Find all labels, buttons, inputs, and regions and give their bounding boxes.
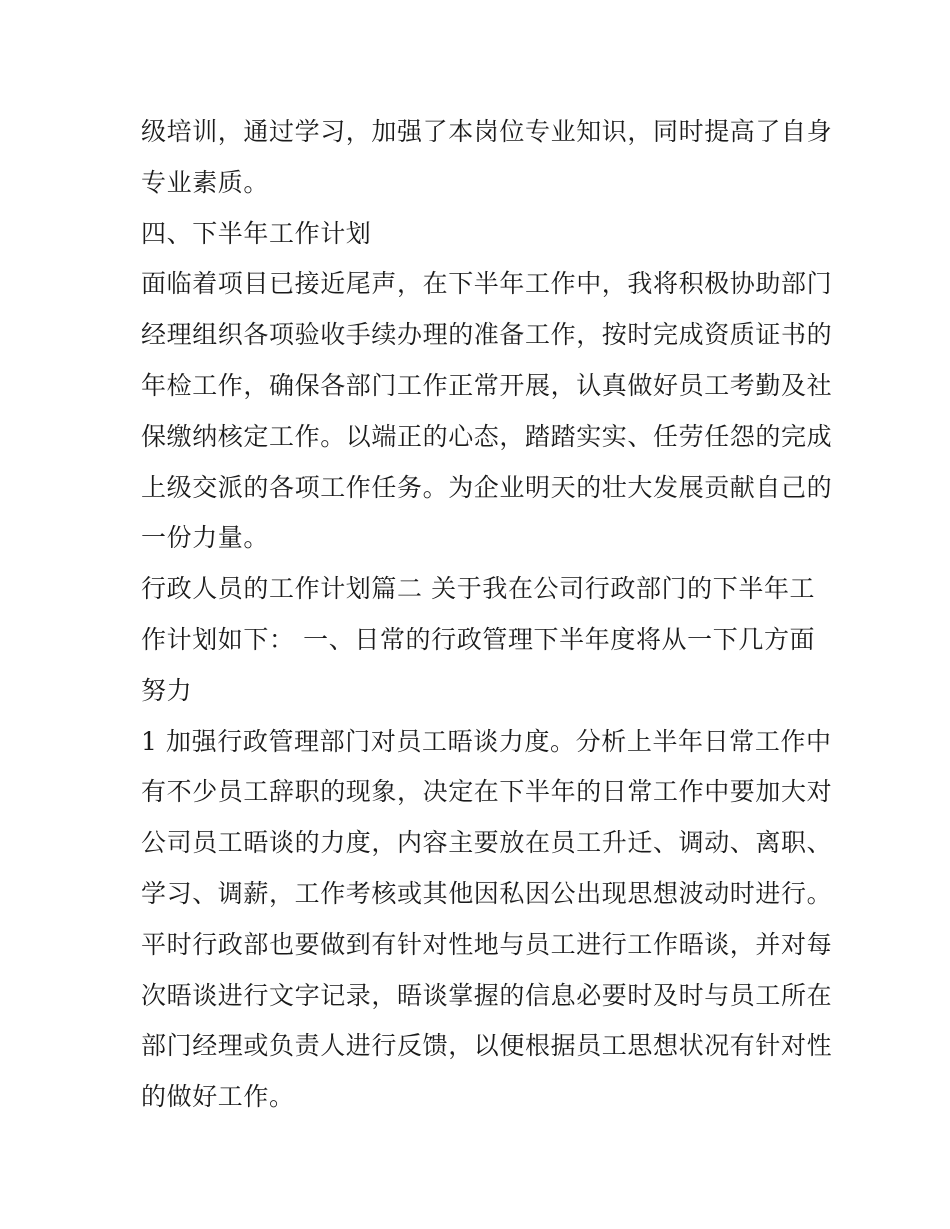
- text-line: 级培训，通过学习，加强了本岗位专业知识，同时提高了自身: [141, 117, 833, 146]
- section-heading: 四、下半年工作计划: [141, 218, 372, 248]
- text-line: 公司员工晤谈的力度，内容主要放在员工升迁、调动、离职、: [141, 828, 833, 858]
- text-line: 年检工作，确保各部门工作正常开展，认真做好员工考勤及社: [141, 370, 833, 400]
- text-line: 面临着项目已接近尾声，在下半年工作中，我将积极协助部门: [141, 269, 833, 299]
- text-line: 行政人员的工作计划篇二 关于我在公司行政部门的下半年工: [141, 574, 816, 604]
- text-line: 有不少员工辞职的现象，决定在下半年的日常工作中要加大对: [141, 777, 833, 807]
- text-line: 保缴纳核定工作。以端正的心态，踏踏实实、任劳任怨的完成: [141, 421, 833, 451]
- text-line: 经理组织各项验收手续办理的准备工作，按时完成资质证书的: [141, 320, 833, 350]
- text-line: 学习、调薪，工作考核或其他因私因公出现思想波动时进行。: [141, 878, 833, 908]
- text-line: 次晤谈进行文字记录，晤谈掌握的信息必要时及时与员工所在: [141, 980, 833, 1010]
- text-line: 努力: [141, 675, 193, 705]
- text-line: 一份力量。: [141, 523, 270, 553]
- text-line: 平时行政部也要做到有针对性地与员工进行工作晤谈，并对每: [141, 929, 833, 959]
- text-line: 的做好工作。: [141, 1082, 295, 1112]
- text-line: 作计划如下： 一、日常的行政管理下半年度将从一下几方面: [141, 624, 816, 654]
- text-line: 1 加强行政管理部门对员工晤谈力度。分析上半年日常工作中: [141, 726, 832, 756]
- text-line: 上级交派的各项工作任务。为企业明天的壮大发展贡献自己的: [141, 472, 833, 502]
- document-body: [141, 107, 833, 1123]
- text-line: 专业素质。: [141, 167, 270, 197]
- text-line: 部门经理或负责人进行反馈，以便根据员工思想状况有针对性: [141, 1031, 833, 1061]
